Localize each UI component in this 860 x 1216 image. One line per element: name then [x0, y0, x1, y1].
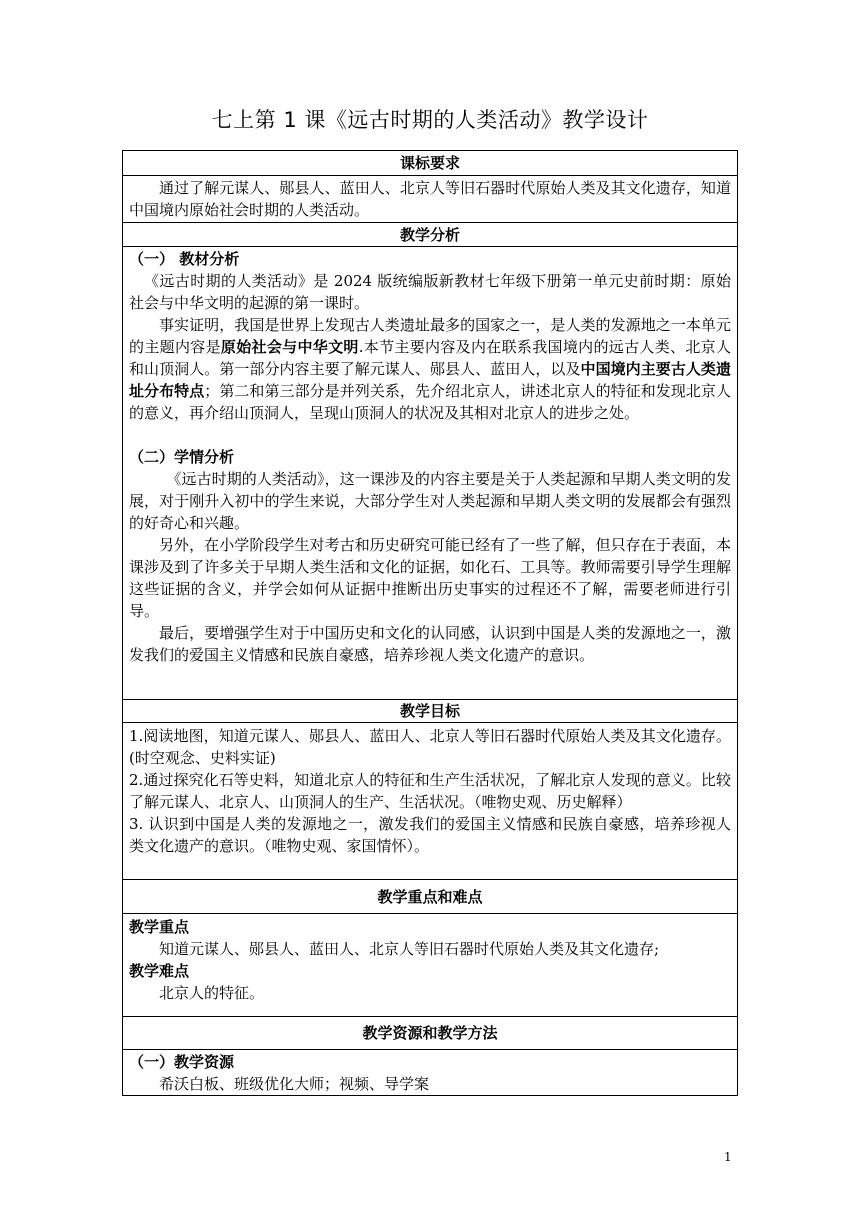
- textbook-analysis-subheading: （一） 教材分析: [129, 250, 240, 268]
- student-analysis-paragraph-3: 最后，要增强学生对于中国历史和文化的认同感，认识到中国是人类的发源地之一，激发我们的爱国主义情感和民族自豪感，培养珍视人类文化遗产的意识。: [129, 624, 731, 664]
- textbook-p2-emphasis-2: 中国境内主要古人类遗址分布特点: [129, 360, 731, 400]
- curriculum-heading: 课标要求: [399, 154, 460, 172]
- keypoints-heading: 教学重点和难点: [123, 879, 737, 913]
- textbook-analysis-paragraph-1: 《远古时期的人类活动》是 2024 版统编版新教材七年级下册第一单元史前时期：原始社会与中华文明的起源的第一课时。: [129, 272, 731, 312]
- textbook-p2-part-a: 事实证明，我国是世界上发现古人类遗址最多的国家之一，是人类的发源地之一本单元的主题内容是: [129, 316, 731, 356]
- objective-item-3: 3. 认识到中国是人类的发源地之一，激发我们的爱国主义情感和民族自豪感，培养珍视人类文化遗产的意识。（唯物史观、家国情怀）。: [129, 815, 731, 855]
- student-analysis-subheading: （二）学情分析: [129, 448, 235, 466]
- resources-text: 希沃白板、班级优化大师；视频、导学案: [159, 1075, 430, 1093]
- textbook-analysis-paragraph-2: [129, 314, 731, 424]
- spacer: [129, 424, 731, 446]
- objectives-heading: 教学目标: [123, 699, 737, 722]
- page-number: 1: [724, 1150, 732, 1164]
- student-analysis-paragraph-1: 《远古时期的人类活动》，这一课涉及的内容主要是关于人类起源和早期人类文明的发展，对于刚升入初中的学生来说，大部分学生对人类起源和早期人类文明的发展都会有强烈的好奇心和兴趣。: [129, 470, 731, 532]
- resources-subheading: （一）教学资源: [129, 1053, 235, 1071]
- teaching-difficulty-label: 教学难点: [129, 962, 190, 980]
- curriculum-text: 通过了解元谋人、郧县人、蓝田人、北京人等旧石器时代原始人类及其文化遗存，知道中国境内原始社会时期的人类活动。: [129, 179, 731, 219]
- student-analysis-paragraph-2: 另外，在小学阶段学生对考古和历史研究可能已经有了一些了解，但只存在于表面，本课涉及到了许多关于早期人类生活和文化的证据，如化石、工具等。教师需要引导学生理解这些证据的含义，并学会如何从证据中推断出历史事实的过程还不了解，需要老师进行引导。: [129, 536, 731, 620]
- teaching-focus-text: 知道元谋人、郧县人、蓝田人、北京人等旧石器时代原始人类及其文化遗存;: [159, 940, 660, 958]
- resources-cell: [123, 1049, 737, 1095]
- objectives-cell: [123, 722, 737, 879]
- textbook-p2-part-c: ；第二和第三部分是并列关系，先介绍北京人，讲述北京人的特征和发现北京人的意义，再介绍山顶洞人，呈现山顶洞人的状况及其相对北京人的进步之处。: [129, 382, 731, 422]
- analysis-cell: [123, 246, 737, 699]
- document-title: 七上第 1 课《远古时期的人类活动》教学设计: [211, 108, 649, 132]
- objective-item-1: 1.阅读地图，知道元谋人、郧县人、蓝田人、北京人等旧石器时代原始人类及其文化遗存。(时空观念、史料实证): [129, 727, 731, 767]
- objective-item-2: 2.通过探究化石等史料，知道北京人的特征和生产生活状况，了解北京人发现的意义。比较了解元谋人、北京人、山顶洞人的生产、生活状况。（唯物史观、历史解释）: [129, 771, 731, 811]
- textbook-p2-part-b: .本节主要内容及内在联系我国境内的远古人类、北京人和山顶洞人。第一部分内容主要了解元谋人、郧县人、蓝田人，以及: [129, 338, 731, 378]
- teaching-focus-label: 教学重点: [129, 918, 190, 936]
- analysis-heading: 教学分析: [123, 222, 737, 246]
- lesson-plan-table: [122, 150, 738, 1096]
- resources-heading: 教学资源和教学方法: [123, 1016, 737, 1049]
- keypoints-cell: [123, 913, 737, 1016]
- teaching-difficulty-text: 北京人的特征。: [159, 984, 265, 1002]
- curriculum-cell: [123, 175, 737, 222]
- textbook-p2-emphasis-1: 原始社会与中华文明: [220, 338, 359, 356]
